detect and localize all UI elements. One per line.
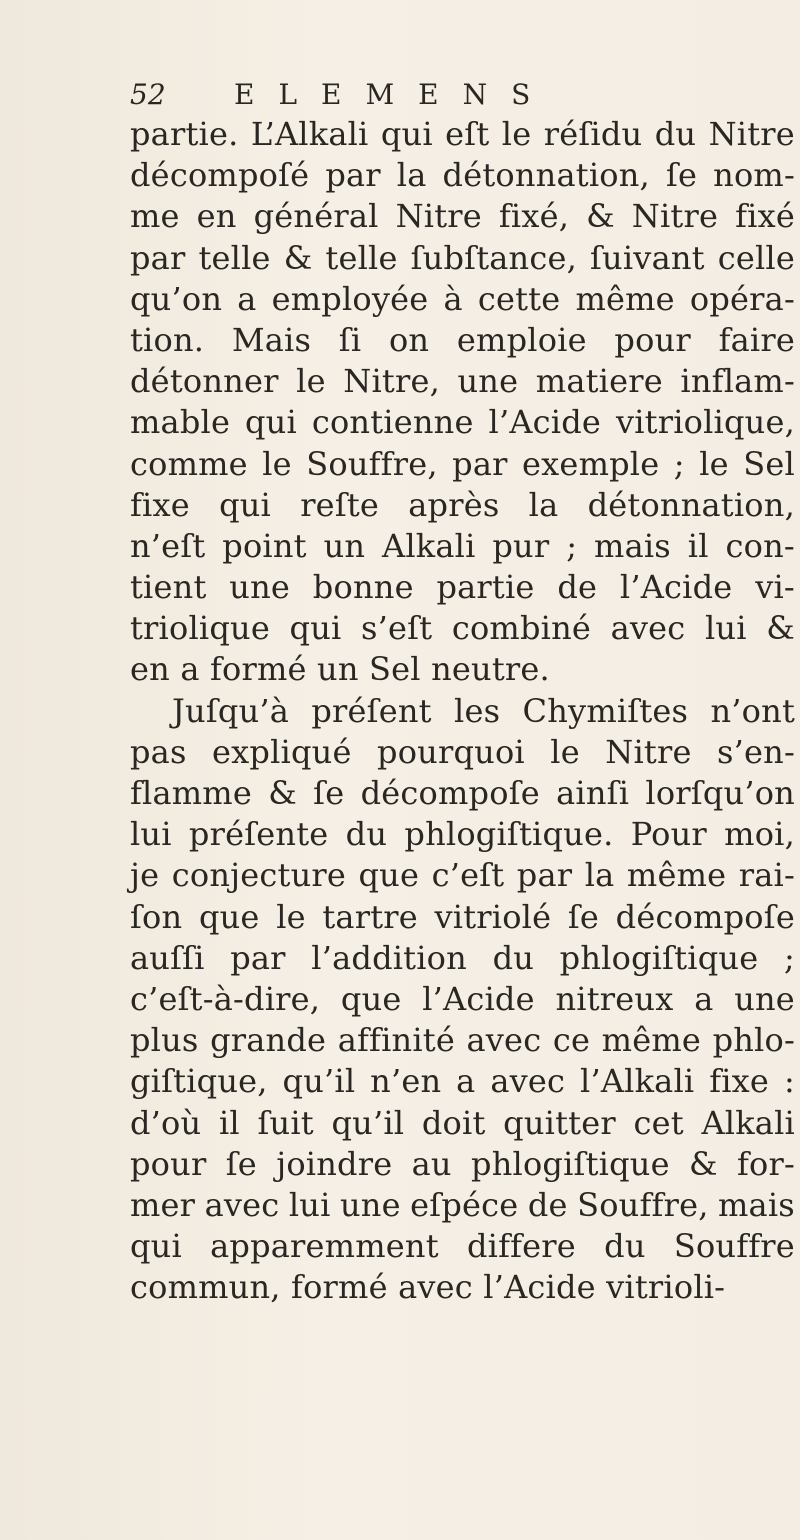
text-line: Juſqu’à préſent les Chymiſtes n’ont xyxy=(172,691,795,730)
text-line: qui apparemment differe du Souffre xyxy=(130,1227,795,1266)
text-line: décompoſé par la détonnation, ſe nom- xyxy=(130,156,795,195)
text-line: triolique qui s’eſt combiné avec lui & xyxy=(130,609,795,648)
text-line: en a formé un Sel neutre. xyxy=(130,650,550,689)
running-head: ELEMENS xyxy=(234,78,555,111)
text-line: tion. Mais ſi on emploie pour faire xyxy=(130,320,795,359)
text-line: c’eſt-à-dire, que l’Acide nitreux a une xyxy=(130,979,795,1018)
text-line: mer avec lui une eſpéce de Souffre, mais xyxy=(130,1185,795,1224)
text-line: partie. L’Alkali qui eſt le réſidu du Nitre xyxy=(130,115,795,153)
text-line: qu’on a employée à cette même opéra- xyxy=(130,279,795,318)
text-line: flamme & ſe décompoſe ainſi lorſqu’on xyxy=(130,774,795,812)
page-number: 52 xyxy=(130,78,166,111)
page-header xyxy=(120,78,680,118)
text-line: me en général Nitre fixé, & Nitre fixé xyxy=(130,197,795,236)
text-line: par telle & telle ſubſtance, ſuivant celle xyxy=(130,238,795,277)
text-line: giſtique, qu’il n’en a avec l’Alkali fixe : xyxy=(130,1062,795,1101)
body-text xyxy=(130,114,795,1308)
text-line: lui préſente du phlogiſtique. Pour moi, xyxy=(130,815,795,854)
text-line: n’eſt point un Alkali pur ; mais il con- xyxy=(130,526,795,565)
text-line: ſon que le tartre vitriolé ſe décompoſe xyxy=(130,897,795,936)
text-line: tient une bonne partie de l’Acide vi- xyxy=(130,568,795,607)
text-line: pour ſe joindre au phlogiſtique & for- xyxy=(130,1144,795,1183)
text-line: commun, formé avec l’Acide vitrioli- xyxy=(130,1268,726,1307)
text-line: je conjecture que c’eſt par la même rai- xyxy=(130,856,795,895)
text-line: mable qui contienne l’Acide vitriolique, xyxy=(130,403,795,442)
text-line: d’où il ſuit qu’il doit quitter cet Alkali xyxy=(130,1103,795,1142)
text-line: fixe qui reſte après la détonnation, xyxy=(130,485,795,524)
text-line: comme le Souffre, par exemple ; le Sel xyxy=(130,444,795,483)
text-line: pas expliqué pourquoi le Nitre s’en- xyxy=(130,732,795,771)
text-line: plus grande affinité avec ce même phlo- xyxy=(130,1021,795,1060)
text-line: auſſi par l’addition du phlogiſtique ; xyxy=(130,938,795,977)
text-line: détonner le Nitre, une matiere inflam- xyxy=(130,362,795,401)
